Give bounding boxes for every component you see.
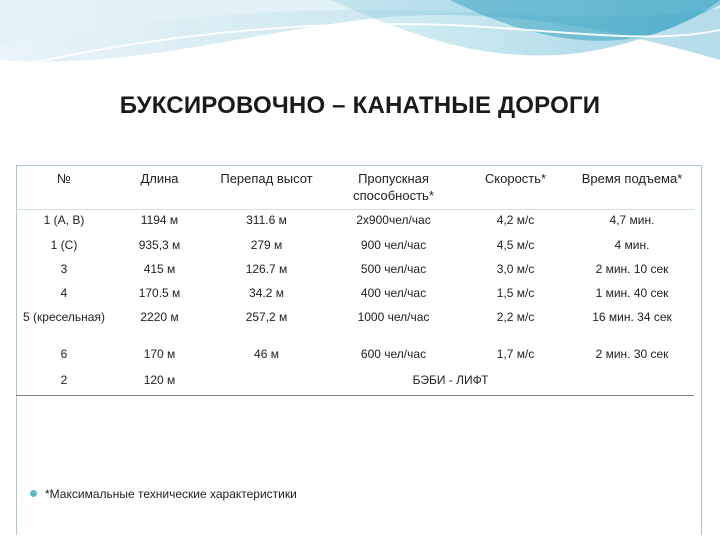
cell-time: 1 мин. 40 сек [595, 286, 669, 300]
cell-time: 2 мин. 30 сек [595, 347, 669, 361]
cell-number: 3 [60, 262, 68, 276]
cell-number: 1 (С) [50, 238, 78, 252]
table-header-row [16, 165, 694, 210]
cell-elevation: 257,2 м [245, 310, 288, 324]
header-time: Время подъема* [581, 171, 683, 186]
cell-capacity: 1000 чел/час [357, 310, 430, 324]
header-capacity: Пропускная способность* [353, 171, 434, 203]
cell-length: 935,3 м [138, 238, 181, 252]
cell-number: 5 (кресельная) [23, 310, 105, 324]
cell-speed: 4,2 м/с [496, 213, 535, 227]
table-row [16, 235, 694, 259]
cell-elevation: 279 м [250, 238, 283, 252]
cell-baby-lift-note: БЭБИ - ЛИФТ [412, 373, 489, 387]
cell-time: 4 мин. [614, 238, 650, 252]
footnote [30, 487, 297, 501]
cell-elevation: 46 м [254, 347, 279, 361]
bullet-icon [30, 490, 37, 497]
cell-length: 415 м [143, 262, 176, 276]
cell-capacity: 2х900чел/час [356, 213, 431, 227]
table-row [16, 307, 694, 344]
cell-elevation: 126.7 м [245, 262, 288, 276]
table-row [16, 283, 694, 307]
cell-speed: 1,7 м/с [496, 347, 535, 361]
cell-speed: 3,0 м/с [496, 262, 535, 276]
header-elevation: Перепад высот [220, 171, 313, 186]
cell-capacity: 500 чел/час [360, 262, 427, 276]
cell-speed: 2,2 м/с [496, 310, 535, 324]
cell-length: 2220 м [140, 310, 179, 324]
cell-number: 4 [60, 286, 68, 300]
footnote-text: *Максимальные технические характеристики [45, 487, 297, 501]
cell-length: 1194 м [140, 213, 179, 227]
cell-time: 4,7 мин. [609, 213, 655, 227]
cell-speed: 1,5 м/с [496, 286, 535, 300]
cell-length: 120 м [143, 373, 176, 387]
cell-number: 2 [60, 373, 68, 387]
table-row [16, 344, 694, 370]
table-row [16, 210, 694, 236]
cell-elevation: 34.2 м [249, 286, 284, 300]
cell-number: 6 [60, 347, 68, 361]
cell-capacity: 900 чел/час [360, 238, 427, 252]
cell-length: 170.5 м [138, 286, 181, 300]
cell-capacity: 400 чел/час [360, 286, 427, 300]
table-row [16, 259, 694, 283]
cell-number: 1 (А, В) [43, 213, 85, 227]
cell-speed: 4,5 м/с [496, 238, 535, 252]
cell-time: 16 мин. 34 сек [592, 310, 672, 324]
header-number: № [57, 171, 71, 186]
cell-elevation: 311.6 м [246, 213, 287, 227]
cell-capacity: 600 чел/час [360, 347, 427, 361]
cell-time: 2 мин. 10 сек [595, 262, 669, 276]
table-row-baby-lift [16, 370, 694, 396]
header-length: Длина [140, 171, 179, 186]
lift-table [16, 165, 694, 396]
header-speed: Скорость* [484, 171, 547, 186]
page-title: БУКСИРОВОЧНО – КАНАТНЫЕ ДОРОГИ [119, 92, 601, 119]
cell-length: 170 м [143, 347, 176, 361]
